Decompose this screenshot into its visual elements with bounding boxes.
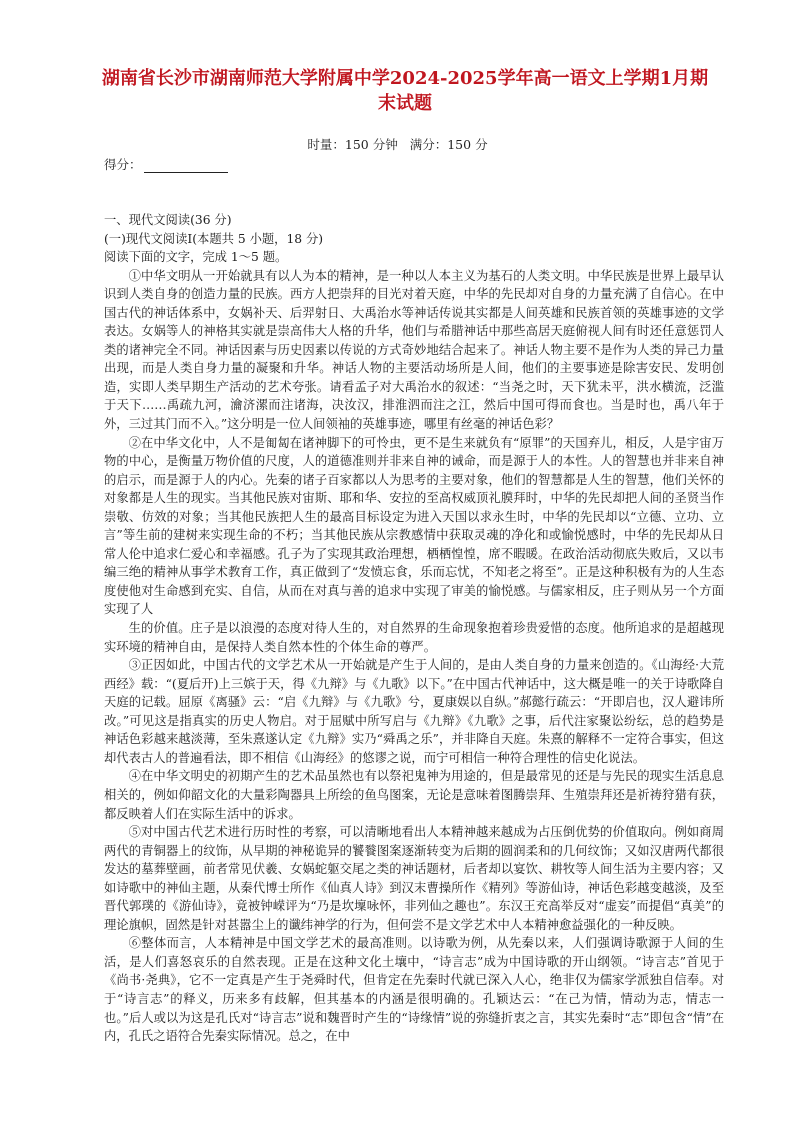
paragraph-2-continued: 生的价值。庄子是以浪漫的态度对待人生的，对自然界的生命现象抱着珍贵爱惜的态度。他所追求的是超越现实环境的精神自由，是保持人类自然本性的个体生命的尊严。 xyxy=(104,621,724,654)
exam-meta xyxy=(0,135,795,153)
document-body xyxy=(104,211,724,1046)
time-limit: 时量：150 分钟 xyxy=(307,137,398,152)
score-field xyxy=(104,155,228,173)
subsection-heading: (一)现代文阅读Ⅰ(本题共 5 小题，18 分) xyxy=(104,231,324,246)
paragraph-2: ②在中华文化中，人不是匍匐在诸神脚下的可怜虫，更不是生来就负有“原罪”的天国弃儿，相反，人是宇宙万物的中心，是衡量万物价值的尺度，人的道德准则并非来自神的诫命，而是源于人的本性。人的智慧也并非来自神的启示，而是源于人的内心。先秦的诸子百家都以人为思考的主要对象，他们的智慧都是人生的智慧，他们关怀的对象都是人生的现实。当其他民族对宙斯、耶和华、安拉的至高权威顶礼膜拜时，中华的先民却把人间的圣贤当作崇敬、仿效的对象；当其他民族把人生的最高目标设定为进入天国以求永生时，中华的先民却以“立德、立功、立言”等生前的建树来实现生命的不朽；当其他民族从宗教感情中获取灵魂的净化和或愉悦感时，中华的先民却从日常人伦中追求仁爱心和幸福感。孔子为了实现其政治理想，栖栖惶惶，席不暇暖。在政治活动彻底失败后，又以韦编三绝的精神从事学术教育工作，真正做到了“发愤忘食，乐而忘忧，不知老之将至”。正是这种积极有为的人生态度使他对生命感到充实、自信，从而在对真与善的追求中实现了审美的愉悦感。与儒家相反，庄子则从另一个方面实现了人 xyxy=(104,435,724,617)
paragraph-4: ④在中华文明史的初期产生的艺术品虽然也有以祭祀鬼神为用途的，但是最常见的还是与先民的现实生活息息相关的，例如仰韶文化的大量彩陶器具上所绘的鱼鸟图案，无论是意味着图腾崇拜、生殖崇拜还是祈祷狩猎有获，都反映着人们在实际生活中的诉求。 xyxy=(104,769,724,821)
full-marks: 满分：150 分 xyxy=(409,137,488,152)
score-blank-line xyxy=(144,160,228,173)
paragraph-3: ③正因如此，中国古代的文学艺术从一开始就是产生于人间的，是由人类自身的力量来创造的。《山海经·大荒西经》载：“(夏后开)上三嫔于天，得《九辩》与《九歌》以下。”在中国古代神话中，这大概是唯一的关于诗歌降自天庭的记载。屈原《离骚》云：“启《九辩》与《九歌》兮，夏康娱以自纵。”郝懿行疏云：“开即启也，汉人避讳所改。”可见这是指真实的历史人物启。对于屈赋中所写启与《九辩》《九歌》之事，后代注家聚讼纷纭，总的趋势是神话色彩越来越淡薄，至朱熹遂认定《九辩》实乃“舜禹之乐”，并非降自天庭。朱熹的解释不一定符合事实，但这却代表古人的普遍看法，即不相信《山海经》的悠谬之说，而宁可相信一种符合理性的信史化说法。 xyxy=(104,658,724,765)
paragraph-6: ⑥整体而言，人本精神是中国文学艺术的最高准则。以诗歌为例，从先秦以来，人们强调诗歌源于人间的生活，是人们喜怒哀乐的自然表现。正是在这种文化土壤中，“诗言志”成为中国诗歌的开山纲领。“诗言志”首见于《尚书·尧典》，它不一定真是产生于尧舜时代，但肯定在先秦时代就已深入人心，绝非仅为儒家学派独自信奉。对于“诗言志”的释义，历来多有歧解，但其基本的内涵是很明确的。孔颖达云：“在己为情，情动为志，情志一也。”后人或以为这是孔氏对“诗言志”说和魏晋时产生的“诗缘情”说的弥缝折衷之言，其实先秦时“志”即包含“情”在内，孔氏之语符合先秦实际情况。总之，在中 xyxy=(104,936,724,1044)
paragraph-5: ⑤对中国古代艺术进行历时性的考察，可以清晰地看出人本精神越来越成为占压倒优势的价值取向。例如商周两代的青铜器上的纹饰，从早期的神秘诡异的饕餮图案逐渐转变为后期的圆润柔和的几何纹饰；又如汉唐两代都很发达的墓葬壁画，前者常见伏羲、女娲蛇躯交尾之类的神话题材，后者却以宴饮、耕牧等人间生活为主要内容；又如诗歌中的神仙主题，从秦代博士所作《仙真人诗》到汉末曹操所作《精列》等游仙诗，神话色彩越变越淡，及至晋代郭璞的《游仙诗》，竟被钟嵘评为“乃是坎壈咏怀，非列仙之趣也”。东汉王充高举反对“虚妄”而提倡“真美”的理论旗帜，固然是针对甚嚣尘上的谶纬神学的行为，但何尝不是文学艺术中人本精神愈益强化的一种反映。 xyxy=(104,825,724,932)
section-heading: 一、现代文阅读(36 分) xyxy=(104,213,232,227)
paragraph-1: ①中华文明从一开始就具有以人为本的精神，是一种以人本主义为基石的人类文明。中华民族是世界上最早认识到人类自身的创造力量的民族。西方人把崇拜的目光对着天庭，中华的先民却对自身的力量充满了自信心。在中国古代的神话体系中，女娲补天、后羿射日、大禹治水等神话传说其实都是人间英雄和民族首领的英雄事迹的文学表达。女娲等人的神格其实就是崇高伟大人格的升华，他们与希腊神话中那些高居天庭俯视人间有时还任意惩罚人类的诸神完全不同。神话因素与历史因素以传说的方式奇妙地结合起来了。神话人物主要不是作为人类的异己力量出现，而是人类自身力量的凝聚和升华。神话人物的主要活动场所是人间，他们的主要事迹是除害安民、发明创造，实即人类早期生产活动的艺术夸张。请看孟子对大禹治水的叙述：“当尧之时，天下犹未平，洪水横流，泛滥于天下……禹疏九河，瀹济漯而注诸海，决汝汉，排淮泗而注之江，然后中国可得而食也。当是时也，禹八年于外，三过其门而不入。”这分明是一位人间领袖的英雄事迹，哪里有丝毫的神话色彩？ xyxy=(104,268,724,432)
page-title: 湖南省长沙市湖南师范大学附属中学2024-2025学年高一语文上学期1月期末试题 xyxy=(101,68,709,114)
score-label: 得分： xyxy=(104,157,142,172)
reading-instruction: 阅读下面的文字，完成 1～5 题。 xyxy=(104,250,288,265)
